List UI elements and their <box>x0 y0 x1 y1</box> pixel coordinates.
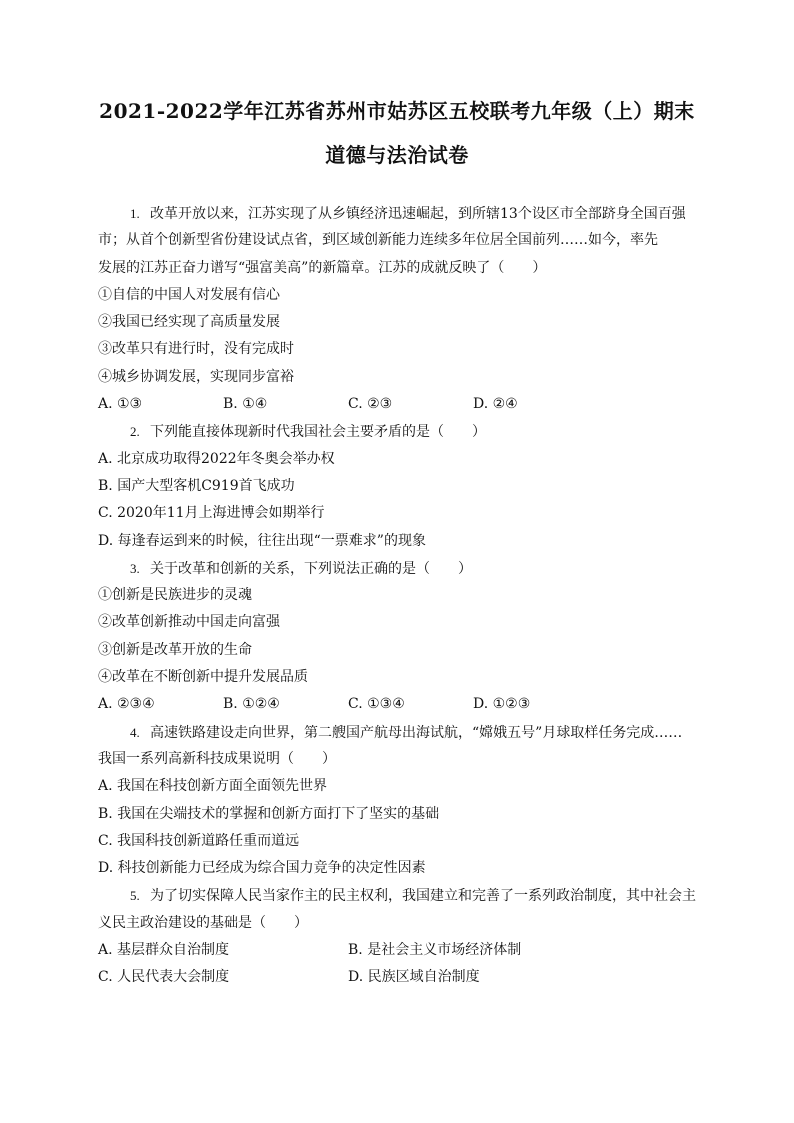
statement: ③改革只有进行时，没有完成时 <box>98 341 294 358</box>
option-c: C. 人民代表大会制度 <box>98 969 230 986</box>
options-row <box>98 391 696 418</box>
option-a: A. 我国在科技创新方面全面领先世界 <box>98 778 328 795</box>
question-stem-line: 2. 下列能直接体现新时代我国社会主要矛盾的是（ ） <box>130 418 696 445</box>
statement: ④改革在不断创新中提升发展品质 <box>98 669 308 686</box>
question-list <box>98 200 696 992</box>
option-a: A. 基层群众自治制度 <box>98 942 230 959</box>
question-stem-line: 5. 为了切实保障人民当家作主的民主权利，我国建立和完善了一系列政治制度，其中社会主 <box>130 882 696 909</box>
option-d: D. ②④ <box>473 396 518 413</box>
option-a: A. 北京成功取得2022年冬奥会举办权 <box>98 450 335 467</box>
option-b: B. ①②④ <box>223 696 280 713</box>
options-row <box>98 691 696 718</box>
option-c: C. 我国科技创新道路任重而道远 <box>98 832 300 849</box>
option-c: C. 2020年11月上海进博会如期举行 <box>98 505 325 522</box>
question-stem-line: 市；从首个创新型省份建设试点省，到区域创新能力连续多年位居全国前列……如今，率先 <box>98 232 658 249</box>
question-stem-line: 义民主政治建设的基础是（ ） <box>98 914 308 931</box>
option-a: A. ①③ <box>98 396 143 413</box>
option-a: A. ②③④ <box>98 696 155 713</box>
question-stem-line: 3. 关于改革和创新的关系，下列说法正确的是（ ） <box>130 555 696 582</box>
statement: ①创新是民族进步的灵魂 <box>98 587 252 604</box>
options-row <box>98 964 696 991</box>
statement: ①自信的中国人对发展有信心 <box>98 286 280 303</box>
statement: ④城乡协调发展，实现同步富裕 <box>98 368 294 385</box>
options-row <box>98 937 696 964</box>
statement: ③创新是改革开放的生命 <box>98 641 252 658</box>
option-b: B. 我国在尖端技术的掌握和创新方面打下了坚实的基础 <box>98 805 440 822</box>
option-c: C. ②③ <box>348 396 393 413</box>
question-4 <box>98 719 696 883</box>
question-3 <box>98 555 696 719</box>
question-2 <box>98 418 696 554</box>
option-d: D. ①②③ <box>473 696 531 713</box>
option-c: C. ①③④ <box>348 696 405 713</box>
exam-title-line2: 道德与法治试卷 <box>325 143 469 167</box>
question-5 <box>98 882 696 991</box>
statement: ②我国已经实现了高质量发展 <box>98 314 280 331</box>
question-stem-line: 4. 高速铁路建设走向世界，第二艘国产航母出海试航，“嫦娥五号”月球取样任务完成…… <box>130 719 696 746</box>
option-b: B. ①④ <box>223 396 268 413</box>
question-stem-line: 我国一系列高新科技成果说明（ ） <box>98 750 336 767</box>
question-number: 1. <box>130 206 140 221</box>
question-number: 3. <box>130 560 140 576</box>
option-d: D. 每逢春运到来的时候，往往出现“一票难求”的现象 <box>98 532 426 549</box>
question-number: 4. <box>130 724 140 740</box>
option-d: D. 民族区域自治制度 <box>348 969 480 986</box>
option-d: D. 科技创新能力已经成为综合国力竞争的决定性因素 <box>98 860 426 877</box>
question-1 <box>98 200 696 418</box>
question-stem-line: 1. 改革开放以来，江苏实现了从乡镇经济迅速崛起，到所辖13个设区市全部跻身全国百强 <box>130 200 696 227</box>
question-number: 2. <box>130 424 140 440</box>
option-b: B. 是社会主义市场经济体制 <box>348 942 522 959</box>
exam-title-line1: 2021-2022学年江苏省苏州市姑苏区五校联考九年级（上）期末 <box>99 99 695 123</box>
statement: ②改革创新推动中国走向富强 <box>98 614 280 631</box>
question-number: 5. <box>130 888 140 904</box>
option-b: B. 国产大型客机C919首飞成功 <box>98 477 295 494</box>
question-stem-line: 发展的江苏正奋力谱写“强富美高”的新篇章。江苏的成就反映了（ ） <box>98 259 547 276</box>
